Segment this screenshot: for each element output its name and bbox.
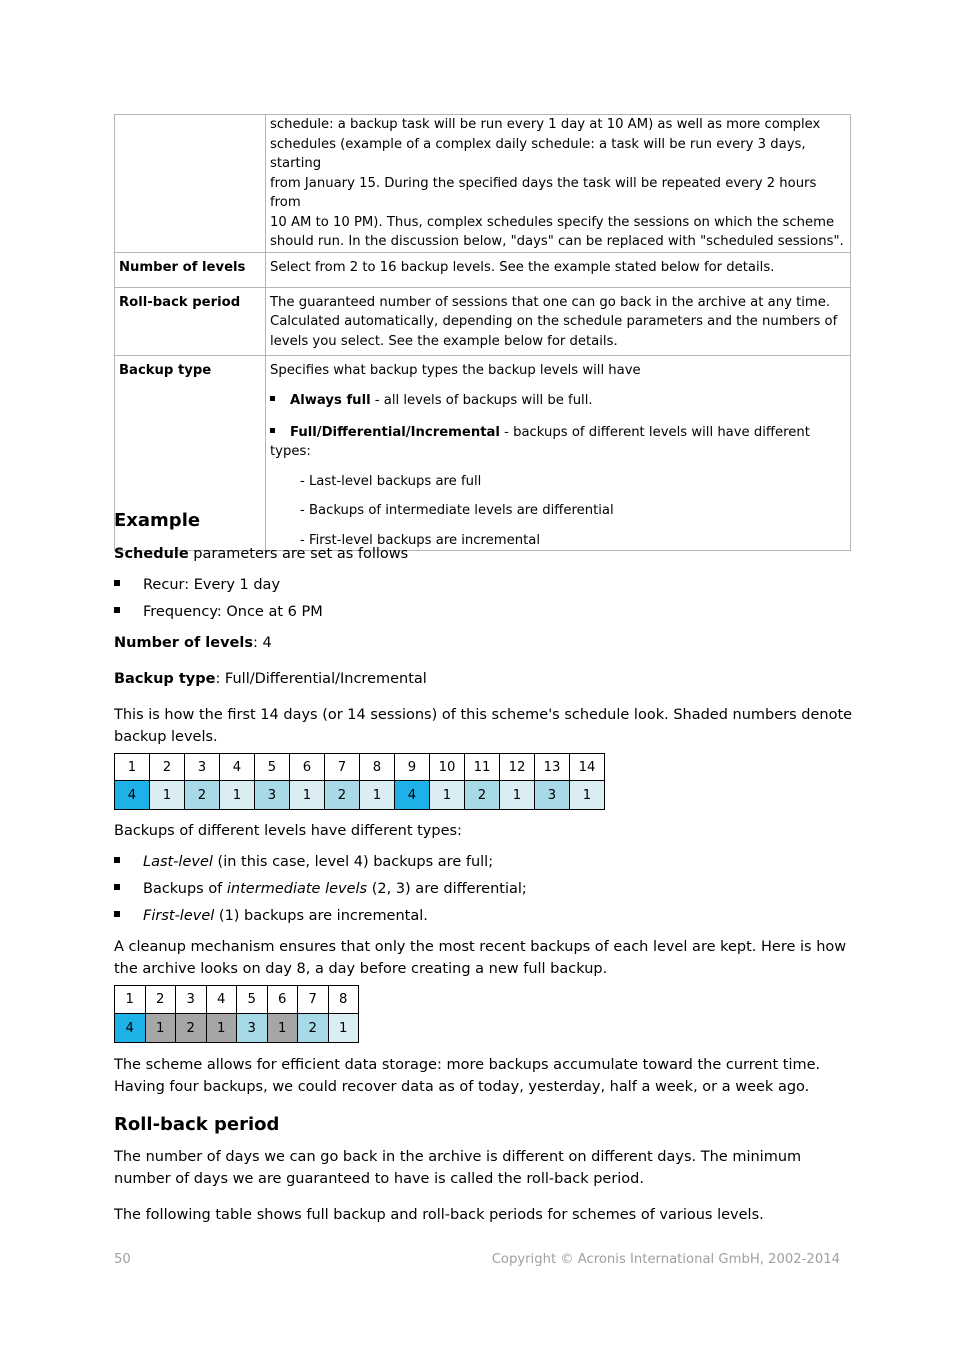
type-value: : Full/Differential/Incremental xyxy=(215,671,427,687)
empty-label-cell xyxy=(115,115,266,253)
rollback-line: The guaranteed number of sessions that one can go back in the archive at any time. xyxy=(270,294,831,310)
bullet-icon xyxy=(114,884,120,890)
schedule-continuation-cell xyxy=(266,115,851,253)
sub-item: - Backups of intermediate levels are differential xyxy=(300,503,614,518)
always-full-item xyxy=(270,391,846,411)
sub-item: - Last-level backups are full xyxy=(300,473,482,489)
day-cell: 1 xyxy=(115,754,150,781)
day-cell: 11 xyxy=(465,754,500,781)
continuation-line: schedules (example of a complex daily schedule: a task will be run every 3 days, starting xyxy=(270,136,806,171)
list-item xyxy=(114,602,323,622)
backup-type-label: Backup type xyxy=(115,355,266,551)
level-cell: 1 xyxy=(267,1014,298,1043)
bullet-icon xyxy=(114,911,120,917)
levels-label: Number of levels xyxy=(115,252,266,287)
page-number: 50 xyxy=(114,1252,131,1267)
level-cell: 2 xyxy=(298,1014,329,1043)
day-cell: 5 xyxy=(255,754,290,781)
day-cell: 6 xyxy=(290,754,325,781)
day-cell: 6 xyxy=(267,986,298,1014)
schedule-desc: parameters are set as follows xyxy=(188,546,409,562)
schedule-grid-14 xyxy=(114,753,605,810)
day-cell: 8 xyxy=(328,986,359,1014)
day-cell: 8 xyxy=(360,754,395,781)
level-cell: 4 xyxy=(115,781,150,810)
levels-line xyxy=(114,633,272,655)
list-item xyxy=(114,575,280,595)
cleanup-line: A cleanup mechanism ensures that only the most recent backups of each level are kept. Here is how xyxy=(114,939,847,955)
archive-grid-8 xyxy=(114,985,359,1043)
day-cell: 10 xyxy=(430,754,465,781)
list-item-text: (in this case, level 4) backups are full; xyxy=(212,854,494,870)
list-item-em: First-level xyxy=(143,908,215,924)
fdi-desc: - backups of different levels will have different types: xyxy=(270,424,810,459)
bullet-icon xyxy=(114,607,120,613)
schedule-term: Schedule xyxy=(114,546,189,562)
table-row xyxy=(115,287,851,355)
list-item-text: (2, 3) are differential; xyxy=(367,881,527,897)
bullet-icon xyxy=(270,428,275,433)
level-cell: 1 xyxy=(500,781,535,810)
schedule-line xyxy=(114,544,408,566)
day-cell: 3 xyxy=(185,754,220,781)
rollback-heading: Roll-back period xyxy=(114,1114,280,1135)
level-cell: 1 xyxy=(206,1014,237,1043)
list-item xyxy=(114,879,527,899)
continuation-line: 10 AM to 10 PM). Thus, complex schedules specify the sessions on which the scheme xyxy=(270,214,835,230)
level-cell: 1 xyxy=(145,1014,176,1043)
rollback-paragraph xyxy=(114,1147,801,1190)
level-cell: 2 xyxy=(325,781,360,810)
level-cell: 1 xyxy=(570,781,605,810)
rollback-table-intro: The following table shows full backup and roll-back periods for schemes of various levels. xyxy=(114,1207,764,1223)
efficient-line: Having four backups, we could recover data as of today, yesterday, half a week, or a week ago. xyxy=(114,1078,810,1095)
day-cell: 9 xyxy=(395,754,430,781)
day-cell: 14 xyxy=(570,754,605,781)
definitions-table xyxy=(114,114,851,551)
intro-line: This is how the first 14 days (or 14 sessions) of this scheme's schedule look. Shaded numbers denote xyxy=(114,707,853,723)
day-cell: 2 xyxy=(150,754,185,781)
type-line xyxy=(114,669,427,691)
cleanup-line: the archive looks on day 8, a day before creating a new full backup. xyxy=(114,960,608,977)
types-intro: Backups of different levels have different types: xyxy=(114,823,462,839)
rollback-line: levels you select. See the example below for details. xyxy=(270,333,618,349)
list-item-text: Frequency: Once at 6 PM xyxy=(143,604,323,620)
always-full-term: Always full xyxy=(290,393,371,408)
rollback-text-cell xyxy=(266,287,851,355)
table-row xyxy=(115,115,851,253)
level-cell: 3 xyxy=(535,781,570,810)
level-cell: 1 xyxy=(150,781,185,810)
level-cell: 2 xyxy=(176,1014,207,1043)
continuation-line: schedule: a backup task will be run every 1 day at 10 AM) as well as more complex xyxy=(270,117,821,132)
backup-type-intro: Specifies what backup types the backup levels will have xyxy=(270,362,641,378)
sub-item: - First-level backups are incremental xyxy=(300,532,541,548)
list-item-em: intermediate levels xyxy=(226,881,368,897)
day-cell: 12 xyxy=(500,754,535,781)
list-item-text: (1) backups are incremental. xyxy=(214,908,428,924)
days-row xyxy=(115,754,605,781)
cleanup-paragraph xyxy=(114,937,846,980)
intro-paragraph xyxy=(114,705,852,748)
efficient-paragraph xyxy=(114,1055,820,1098)
bullet-icon xyxy=(114,580,120,586)
list-item-text: Backups of xyxy=(143,881,227,897)
example-heading: Example xyxy=(114,510,201,531)
table-row xyxy=(115,355,851,551)
bullet-icon xyxy=(114,857,120,863)
level-cell: 1 xyxy=(290,781,325,810)
type-term: Backup type xyxy=(114,671,216,687)
day-cell: 3 xyxy=(176,986,207,1014)
continuation-line: should run. In the discussion below, "days" can be replaced with "scheduled sessions". xyxy=(270,234,844,249)
list-item xyxy=(114,906,428,926)
level-cell: 4 xyxy=(115,1014,146,1043)
level-cell: 1 xyxy=(360,781,395,810)
efficient-line: The scheme allows for efficient data storage: more backups accumulate toward the current time. xyxy=(114,1057,821,1073)
rollback-para-line: number of days we are guaranteed to have is called the roll-back period. xyxy=(114,1170,644,1187)
day-cell: 7 xyxy=(325,754,360,781)
level-cell: 1 xyxy=(328,1014,359,1043)
day-cell: 1 xyxy=(115,986,146,1014)
bullet-icon xyxy=(270,396,275,401)
continuation-line: from January 15. During the specified days the task will be repeated every 2 hours from xyxy=(270,175,817,210)
level-cell: 2 xyxy=(185,781,220,810)
day-cell: 4 xyxy=(206,986,237,1014)
levels-value: : 4 xyxy=(253,635,272,651)
day-cell: 2 xyxy=(145,986,176,1014)
levels-text: Select from 2 to 16 backup levels. See the example stated below for details. xyxy=(266,252,851,287)
table-row xyxy=(115,252,851,287)
backup-type-cell xyxy=(266,355,851,551)
level-cell: 4 xyxy=(395,781,430,810)
fdi-item xyxy=(270,423,846,462)
level-cell: 2 xyxy=(465,781,500,810)
day-cell: 13 xyxy=(535,754,570,781)
list-item xyxy=(114,852,493,872)
list-item-text: Recur: Every 1 day xyxy=(143,577,281,593)
levels-row xyxy=(115,781,605,810)
levels-term: Number of levels xyxy=(114,635,253,651)
copyright: Copyright © Acronis International GmbH, 2002-2014 xyxy=(491,1252,840,1267)
level-cell: 1 xyxy=(430,781,465,810)
rollback-label: Roll-back period xyxy=(115,287,266,355)
rollback-para-line: The number of days we can go back in the archive is different on different days. The minimum xyxy=(114,1149,802,1165)
level-cell: 1 xyxy=(220,781,255,810)
days-row xyxy=(115,986,359,1014)
fdi-term: Full/Differential/Incremental xyxy=(290,424,500,440)
level-cell: 3 xyxy=(255,781,290,810)
intro-line: backup levels. xyxy=(114,728,218,745)
levels-row xyxy=(115,1014,359,1043)
day-cell: 4 xyxy=(220,754,255,781)
level-cell: 3 xyxy=(237,1014,268,1043)
always-full-desc: - all levels of backups will be full. xyxy=(370,393,593,408)
rollback-line: Calculated automatically, depending on the schedule parameters and the numbers of xyxy=(270,314,838,329)
day-cell: 7 xyxy=(298,986,329,1014)
day-cell: 5 xyxy=(237,986,268,1014)
list-item-em: Last-level xyxy=(143,854,213,870)
